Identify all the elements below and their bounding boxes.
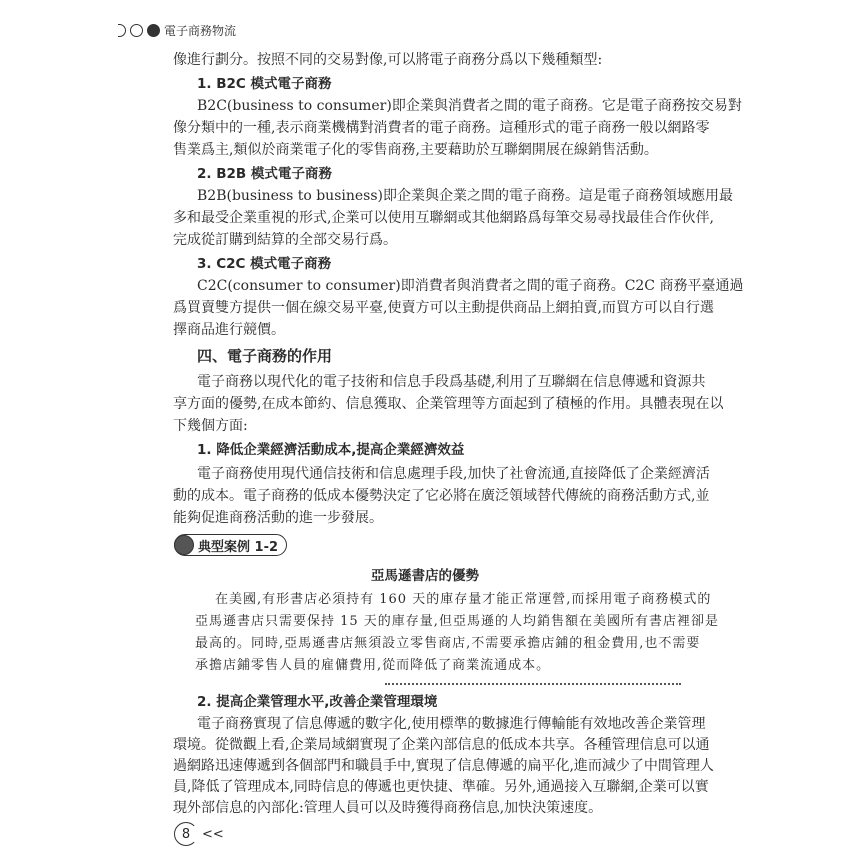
text-line: 電子商務以現代化的電子技術和信息手段爲基礎,利用了互聯網在信息傳遞和資源共 — [197, 374, 706, 390]
case-text-line: 在美國,有形書店必須持有 160 天的庫存量才能正常運營,而採用電子商務模式的 — [215, 592, 712, 607]
book-title: 電子商務物流 — [164, 23, 237, 38]
case-text-line: 承擔店鋪零售人員的雇傭費用,從而降低了商業流通成本。 — [195, 658, 551, 673]
text-line: 下幾個方面: — [173, 418, 248, 434]
case-badge — [174, 534, 287, 556]
case-text-line: 亞馬遜書店只需要保持 15 天的庫存量,但亞馬遜的人均銷售額在美國所有書店裡卻是 — [195, 614, 719, 629]
book-stack-icon — [174, 535, 194, 555]
text-line: 售業爲主,類似於商業電子化的零售商務,主要藉助於互聯網開展在線銷售活動。 — [173, 142, 658, 158]
text-line: 完成從訂購到結算的全部交易行爲。 — [173, 232, 397, 248]
text-line: 多和最受企業重視的形式,企業可以使用互聯網或其他網路爲每筆交易尋找最佳合作伙伴, — [173, 210, 714, 226]
section-heading: 2. 提高企業管理水平,改善企業管理環境 — [197, 694, 438, 710]
text-line: 員,降低了管理成本,同時信息的傳遞也更快捷、準確。另外,通過接入互聯網,企業可以實 — [173, 779, 709, 795]
text-line: 擇商品進行競價。 — [173, 322, 285, 338]
text-line: 能夠促進商務活動的進一步發展。 — [173, 510, 383, 526]
circle-decoration-icon — [118, 24, 126, 37]
dotted-divider — [385, 683, 681, 685]
case-title: 亞馬遜書店的優勢 — [371, 568, 479, 584]
page-arrow: << — [202, 826, 224, 842]
text-line: 動的成本。電子商務的低成本優勢決定了它必將在廣泛領域替代傳統的商務活動方式,並 — [173, 488, 710, 504]
circle-logo-icon — [147, 24, 160, 37]
text-line: 電子商務使用現代通信技術和信息處理手段,加快了社會流通,直接降低了企業經濟活 — [197, 466, 710, 482]
text-line: 享方面的優勢,在成本節約、信息獲取、企業管理等方面起到了積極的作用。具體表現在以 — [173, 396, 724, 412]
running-header — [118, 20, 236, 40]
text-line: 爲買賣雙方提供一個在線交易平臺,使賣方可以主動提供商品上網拍賣,而買方可以自行選 — [173, 300, 714, 316]
section-heading: 1. B2C 模式電子商務 — [197, 76, 332, 92]
text-line: B2B(business to business)即企業與企業之間的電子商務。這是電子商務領域應用最 — [197, 188, 733, 204]
page-number-value: 8 — [174, 822, 198, 846]
text-line: B2C(business to consumer)即企業與消費者之間的電子商務。它是電子商務按交易對 — [197, 98, 742, 114]
chapter-heading: 四、電子商務的作用 — [197, 347, 333, 365]
text-line: 過網路迅速傳遞到各個部門和職員手中,實現了信息傳遞的扁平化,進而減少了中間管理人 — [173, 758, 714, 774]
section-heading: 2. B2B 模式電子商務 — [197, 166, 332, 182]
text-line: 像進行劃分。按照不同的交易對像,可以將電子商務分爲以下幾種類型: — [173, 52, 603, 68]
circle-decoration-icon — [130, 24, 143, 37]
text-line: C2C(consumer to consumer)即消費者與消費者之間的電子商務。C2C 商務平臺通過 — [197, 278, 744, 294]
case-text-line: 最高的。同時,亞馬遜書店無須設立零售商店,不需要承擔店鋪的租金費用,也不需要 — [195, 636, 701, 651]
text-line: 電子商務實現了信息傳遞的數字化,使用標準的數據進行傳輸能有效地改善企業管理 — [197, 716, 706, 732]
text-line: 現外部信息的內部化:管理人員可以及時獲得商務信息,加快決策速度。 — [173, 800, 603, 816]
section-heading: 3. C2C 模式電子商務 — [197, 256, 332, 272]
text-line: 像分類中的一種,表示商業機構對消費者的電子商務。這種形式的電子商務一般以網路零 — [173, 120, 710, 136]
case-badge-label: 典型案例 1-2 — [198, 539, 279, 555]
section-heading: 1. 降低企業經濟活動成本,提高企業經濟效益 — [197, 442, 465, 458]
text-line: 環境。從微觀上看,企業局域網實現了企業內部信息的低成本共享。各種管理信息可以通 — [173, 737, 710, 753]
page-number — [174, 822, 224, 846]
